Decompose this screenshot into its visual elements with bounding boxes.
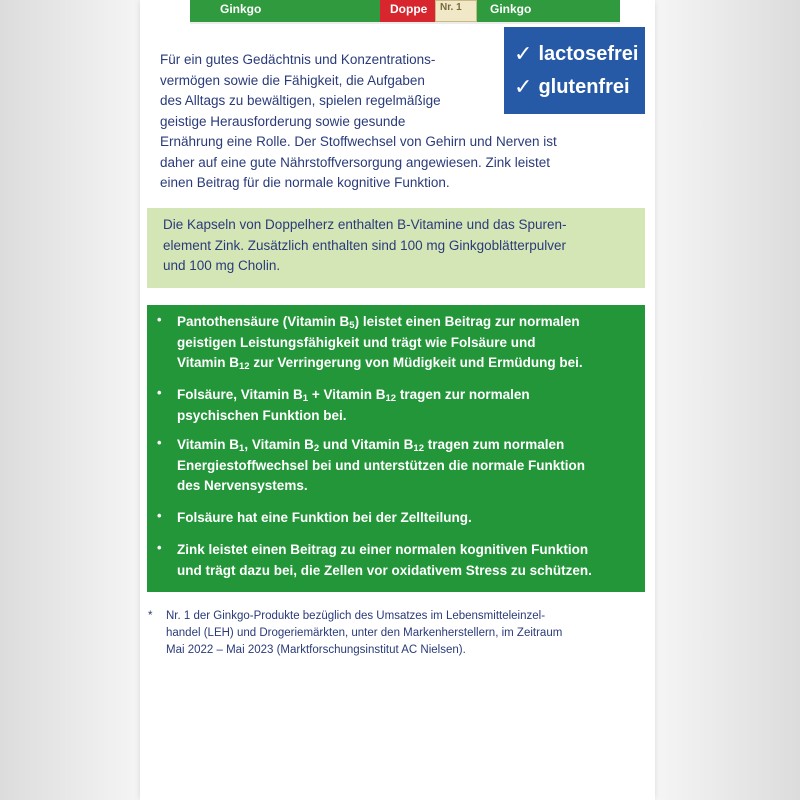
subscript: 12 (239, 361, 250, 372)
bullet-icon: • (157, 385, 162, 400)
claim-text: und Vitamin B (319, 437, 414, 452)
intro-line: geistige Herausforderung sowie gesunde (160, 113, 406, 129)
intro-line: daher auf eine gute Nährstoffversorgung angewiesen. Zink leistet (160, 154, 550, 170)
claim-line: des Nervensystems. (177, 478, 308, 493)
footnote-line: Nr. 1 der Ginkgo-Produkte bezüglich des Umsatzes im Lebensmitteleinzel- (166, 610, 546, 622)
ingredients-line: Die Kapseln von Doppelherz enthalten B-Vitamine und das Spuren- (163, 217, 567, 232)
subscript: 12 (413, 443, 424, 454)
claim-text: zur Verringerung von Müdigkeit und Ermüdung bei. (249, 355, 583, 370)
claim-item (177, 435, 637, 497)
intro-line: des Alltags zu bewältigen, spielen regelmäßige (160, 93, 441, 108)
brand-band-top (190, 0, 620, 22)
footnote-asterisk: * (148, 610, 153, 622)
subscript: 1 (239, 443, 245, 454)
checkmark-icon: ✓ (514, 74, 533, 99)
claim-line (177, 435, 637, 456)
subscript: 2 (313, 443, 320, 454)
intro-line: Ernährung eine Rolle. Der Stoffwechsel von Gehirn und Nerven ist (160, 134, 557, 149)
badge-item-lactosefree (514, 39, 639, 69)
free-from-badge (504, 27, 645, 114)
claim-line (177, 385, 637, 406)
intro-line: einen Beitrag für die normale kognitive Funktion. (160, 175, 450, 190)
ingredients-info-box (147, 208, 645, 288)
checkmark-icon: ✓ (514, 41, 533, 66)
intro-paragraph (160, 50, 557, 194)
claim-text: Vitamin B (177, 437, 240, 452)
brand-band-divider (190, 22, 620, 24)
claim-line: und trägt dazu bei, die Zellen vor oxidativem Stress zu schützen. (177, 562, 592, 578)
badge-label: lactosefrei (538, 42, 639, 65)
claim-text: tragen zur normalen (396, 387, 530, 402)
claim-text: Pantothensäure (Vitamin B (177, 314, 350, 329)
claim-item (177, 540, 637, 581)
bullet-icon: • (157, 312, 162, 327)
claim-text: + Vitamin B (308, 387, 386, 402)
claim-item (177, 385, 637, 426)
brand-band-green-left (190, 0, 380, 22)
brand-text-right: Ginkgo (490, 2, 532, 16)
claim-text: Vitamin B (177, 355, 240, 370)
claim-line: Zink leistet einen Beitrag zu einer normalen kognitiven Funktion (177, 542, 589, 557)
footnote-text (166, 608, 636, 659)
footnote-line: handel (LEH) und Drogeriemärkten, unter den Markenherstellern, im Zeitraum (166, 627, 563, 639)
brand-text-red: Doppe (390, 2, 428, 16)
footnote-line: Mai 2022 – Mai 2023 (Marktforschungsinstitut AC Nielsen). (166, 644, 466, 656)
claim-text: ) leistet einen Beitrag zur normalen (354, 314, 580, 329)
claim-text: tragen zum normalen (423, 437, 565, 452)
subscript: 12 (385, 393, 397, 404)
claim-line: geistigen Leistungsfähigkeit und trägt wie Folsäure und (177, 334, 536, 350)
badge-item-glutenfree (514, 72, 630, 102)
intro-line: vermögen sowie die Fähigkeit, die Aufgaben (160, 72, 425, 88)
bullet-icon: • (157, 435, 162, 450)
claim-line (177, 312, 637, 333)
health-claims-box (147, 305, 645, 592)
claim-text: , Vitamin B (244, 437, 314, 452)
claim-item (177, 312, 637, 374)
subscript: 5 (349, 320, 355, 331)
brand-text-seal: Nr. 1 (440, 2, 462, 13)
ingredients-info-text (163, 215, 638, 277)
claim-line (177, 353, 637, 374)
claim-line: psychischen Funktion bei. (177, 407, 347, 423)
claim-item (177, 508, 637, 529)
intro-line: Für ein gutes Gedächtnis und Konzentrations- (160, 52, 436, 67)
bullet-icon: • (157, 508, 162, 523)
subscript: 1 (302, 393, 309, 404)
claim-line: Energiestoffwechsel bei und unterstützen die normale Funktion (177, 457, 586, 473)
claim-text: Folsäure, Vitamin B (177, 387, 303, 402)
claim-line: Folsäure hat eine Funktion bei der Zellteilung. (177, 510, 472, 525)
ingredients-line: und 100 mg Cholin. (163, 258, 281, 273)
bullet-icon: • (157, 540, 162, 555)
brand-text-left: Ginkgo (220, 2, 262, 16)
badge-label: glutenfrei (538, 75, 630, 98)
ingredients-line: element Zink. Zusätzlich enthalten sind 100 mg Ginkgoblätterpulver (163, 237, 566, 253)
